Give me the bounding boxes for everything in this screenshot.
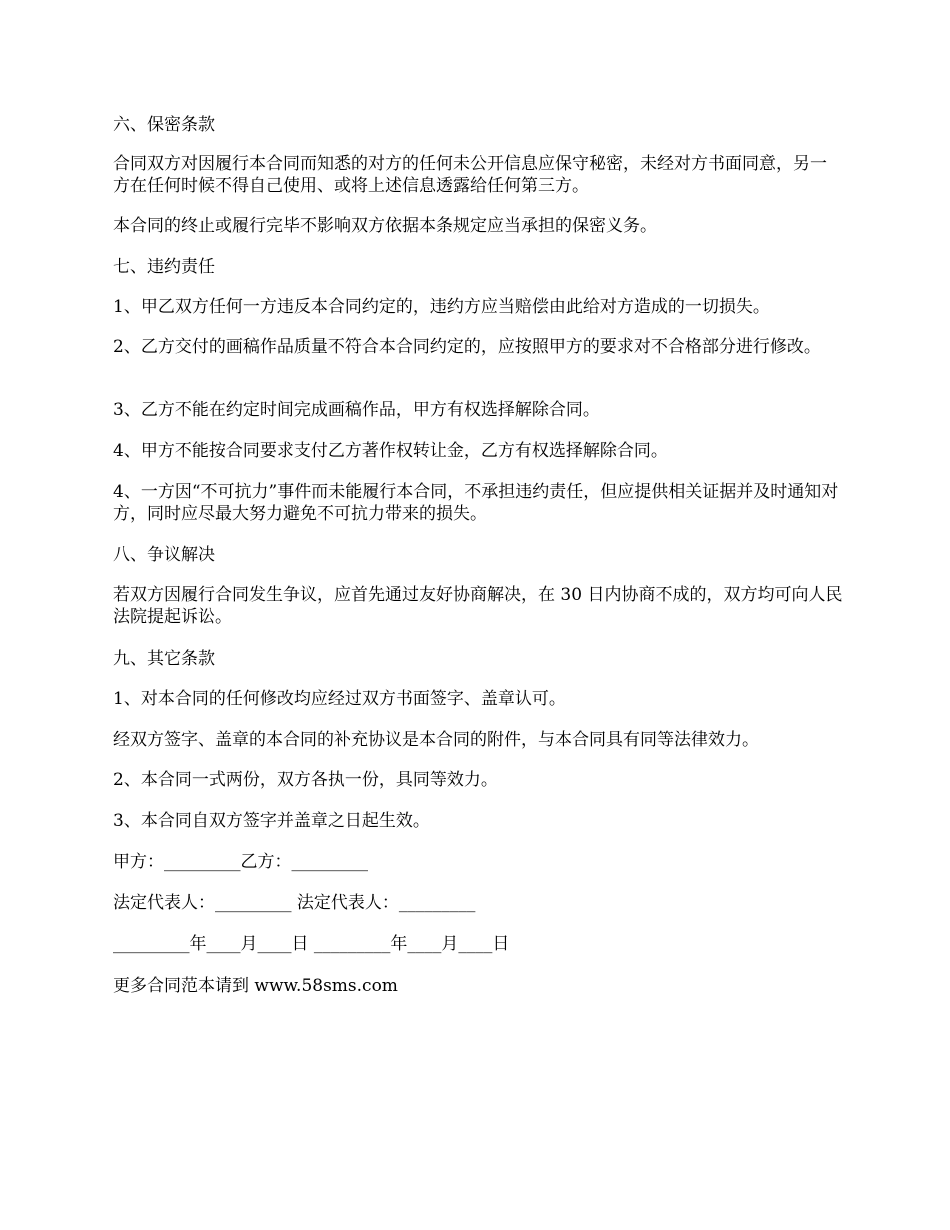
section-9-item-1: 1、对本合同的任何修改均应经过双方书面签字、盖章认可。 — [113, 689, 566, 709]
section-7-heading: 七、违约责任 — [113, 257, 215, 277]
section-9-paragraph-1: 经双方签字、盖章的本合同的补充协议是本合同的附件，与本合同具有同等法律效力。 — [113, 730, 759, 750]
section-7-item-5: 4、一方因“不可抗力”事件而未能履行本合同，不承担违约责任，但应提供相关证据并及时通知对方，同时应尽最大努力避免不可抗力带来的损失。 — [113, 482, 839, 524]
section-8-paragraph-1: 若双方因履行合同发生争议，应首先通过友好协商解决，在 30 日内协商不成的，双方均可向人民法院提起诉讼。 — [113, 585, 843, 627]
section-7-item-1: 1、甲乙双方任何一方违反本合同约定的，违约方应当赔偿由此给对方造成的一切损失。 — [113, 297, 770, 317]
signature-parties: 甲方：_________乙方：_________ — [113, 852, 368, 872]
section-9-item-3: 3、本合同自双方签字并盖章之日起生效。 — [113, 811, 430, 831]
section-7-item-2: 2、乙方交付的画稿作品质量不符合本合同约定的，应按照甲方的要求对不合格部分进行修改。 — [113, 337, 821, 357]
section-9-heading: 九、其它条款 — [113, 649, 215, 669]
section-7-item-4: 4、甲方不能按合同要求支付乙方著作权转让金，乙方有权选择解除合同。 — [113, 441, 668, 461]
section-8-heading: 八、争议解决 — [113, 545, 215, 565]
signature-dates: _________年____月____日 _________年____月____日 — [113, 934, 510, 954]
section-6-heading: 六、保密条款 — [113, 115, 215, 135]
section-9-item-2: 2、本合同一式两份，双方各执一份，具同等效力。 — [113, 770, 498, 790]
signature-representatives: 法定代表人：_________ 法定代表人：_________ — [113, 893, 476, 913]
section-6-paragraph-1: 合同双方对因履行本合同而知悉的对方的任何未公开信息应保守秘密，未经对方书面同意，另一方在任何时候不得自己使用、或将上述信息透露给任何第三方。 — [113, 154, 827, 196]
section-7-item-3: 3、乙方不能在约定时间完成画稿作品，甲方有权选择解除合同。 — [113, 400, 600, 420]
footer-link-text: 更多合同范本请到 www.58sms.com — [113, 976, 398, 996]
section-6-paragraph-2: 本合同的终止或履行完毕不影响双方依据本条规定应当承担的保密义务。 — [113, 216, 657, 236]
